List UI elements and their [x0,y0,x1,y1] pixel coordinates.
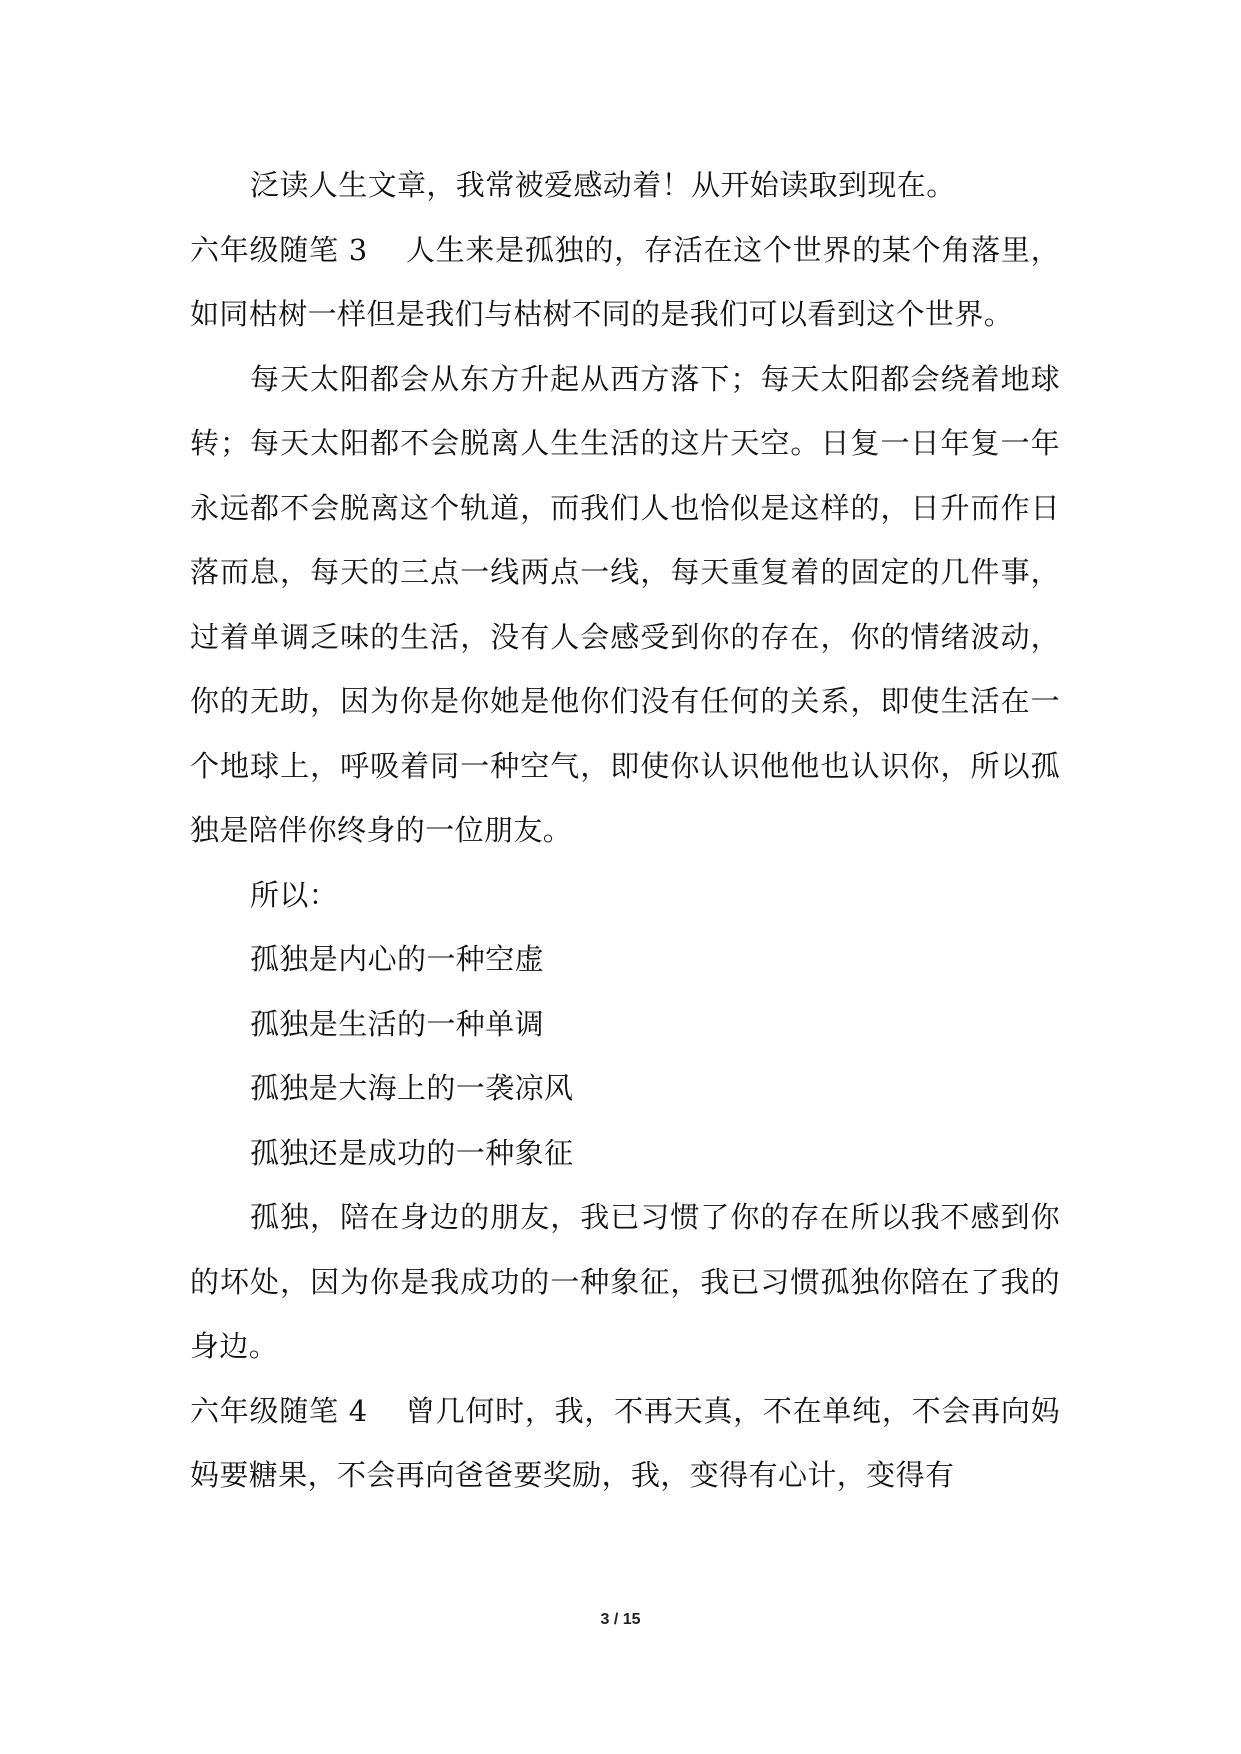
essay-4-heading: 六年级随笔 4 [190,1393,368,1428]
page-number: 3 / 15 [600,1611,641,1628]
essay-3-text: 人生来是孤独的，存活在这个世界的某个角落里，如同枯树一样但是我们与枯树不同的是我们可以看到这个世界。 [190,232,1060,331]
essay-3-heading: 六年级随笔 3 [190,232,368,267]
paragraph-loneliness-4: 孤独还是成功的一种象征 [250,1135,574,1170]
essay-4-text: 曾几何时，我，不再天真，不在单纯，不会再向妈妈要糖果，不会再向爸爸要奖励，我，变得有心计，变得有 [190,1393,1060,1492]
paragraph-loneliness-1: 孤独是内心的一种空虚 [250,942,545,976]
paragraph-essay-3 [190,218,1060,347]
paragraph-loneliness-2: 孤独是生活的一种单调 [250,1006,545,1041]
paragraph-loneliness-3: 孤独是大海上的一袭凉风 [250,1071,574,1105]
paragraph-reading-intro: 泛读人生文章，我常被爱感动着！从开始读取到现在。 [250,168,956,202]
paragraph-sun-daily: 每天太阳都会从东方升起从西方落下；每天太阳都会绕着地球转；每天太阳都不会脱离人生生活的这片天空。日复一日年复一年永远都不会脱离这个轨道，而我们人也恰似是这样的，日升而作日落而息，每天的三点一线两点一线，每天重复着的固定的几件事，过着单调乏味的生活，没有人会感受到你的存在，你的情绪波动，你的无助，因为你是你她是他你们没有任何的关系，即使生活在一个地球上，呼吸着同一种空气，即使你认识他他也认识你，所以孤独是陪伴你终身的一位朋友。 [190,361,1060,847]
paragraph-essay-4 [190,1379,1060,1508]
document-body [190,153,1060,1508]
paragraph-loneliness-friend: 孤独，陪在身边的朋友，我已习惯了你的存在所以我不感到你的坏处，因为你是我成功的一种象征，我已习惯孤独你陪在了我的身边。 [190,1200,1060,1363]
paragraph-so: 所以： [250,877,339,912]
